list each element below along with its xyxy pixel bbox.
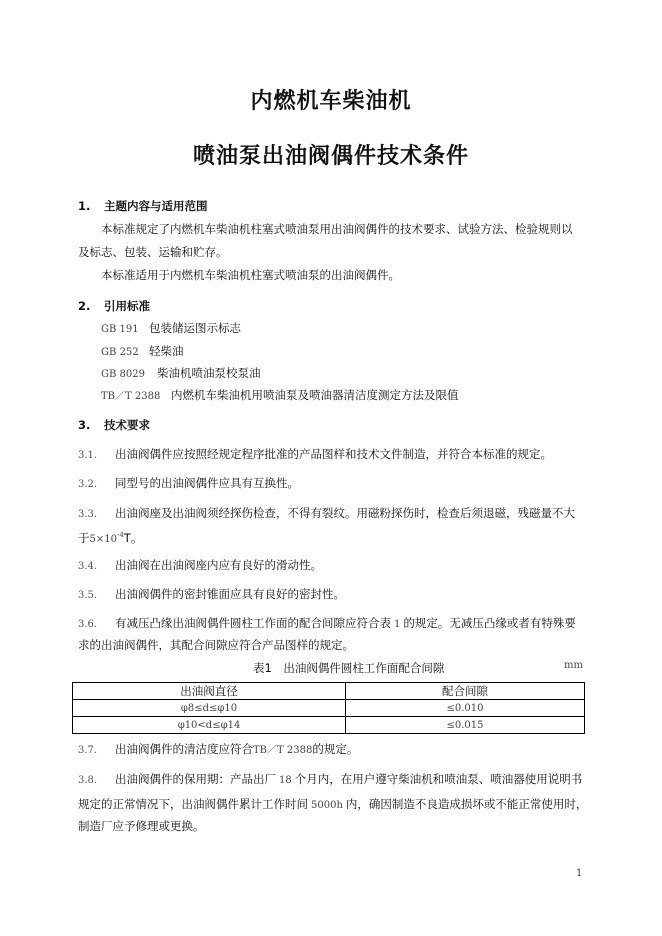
clause-3-3-line-1 <box>78 505 598 523</box>
exponent: -4 <box>116 531 124 539</box>
clause-text: 出油阀在出油阀座内应有良好的滑动性。 <box>115 558 322 572</box>
clause-text: 内，确因制造不良造成损坏或不能正常使用时， <box>345 797 588 811</box>
page-number: 1 <box>576 868 583 879</box>
reference-code: GB 8029 <box>101 369 145 380</box>
warranty-months: 18 <box>279 775 292 786</box>
residual-magnetism-value: 5×10 <box>89 533 117 545</box>
clause-3-4 <box>78 557 598 575</box>
clause-3-3-line-2 <box>78 527 598 548</box>
reference-code: TB／T 2388 <box>101 391 161 402</box>
clause-3-1 <box>78 446 598 464</box>
section-number: 3. <box>78 418 91 432</box>
reference-code: GB 252 <box>101 347 139 358</box>
table-cell: ≤0.010 <box>346 700 585 717</box>
clause-text: 的规定。无减压凸缘或者有特殊要 <box>403 616 576 630</box>
clause-number: 3.1. <box>78 450 98 461</box>
table-caption: 表1 出油阀偶件圆柱工作面配合间隙 <box>253 661 445 675</box>
reference-title: 轻柴油 <box>149 344 184 358</box>
reference-title: 内燃机车柴油机用喷油泵及喷油器清洁度测定方法及限值 <box>171 388 459 402</box>
table-row <box>73 717 585 734</box>
title-line-2: 喷油泵出油阀偶件技术条件 <box>192 144 469 169</box>
section-title: 主题内容与适用范围 <box>104 199 208 213</box>
clause-text: 的规定。 <box>312 742 359 756</box>
reference-item <box>101 320 621 338</box>
section-1-heading <box>78 198 598 214</box>
clause-number: 3.3. <box>78 509 98 520</box>
clause-text: 个月内，在用户遵守柴油机和喷油泵、喷油器使用说明书 <box>294 772 583 786</box>
reference-item <box>101 343 621 361</box>
title-line-1: 内燃机车柴油机 <box>250 89 412 114</box>
standard-code: TB／T 2388 <box>253 745 313 756</box>
clause-text: 出油阀偶件的清洁度应符合 <box>115 742 253 756</box>
clause-3-8-line-2 <box>78 796 598 814</box>
clause-text: 出油阀偶件应按照经规定程序批准的产品图样和技术文件制造，并符合本标准的规定。 <box>115 447 552 461</box>
clause-number: 3.5. <box>78 590 98 601</box>
table-reference: 1 <box>394 619 401 630</box>
table-header-row <box>73 683 585 700</box>
section-1-para-1-line-2: 及标志、包装、运输和贮存。 <box>78 245 228 259</box>
section-1-para-2: 本标准适用于内燃机车柴油机柱塞式喷油泵的出油阀偶件。 <box>101 268 400 282</box>
reference-title: 包装储运图示标志 <box>149 321 241 335</box>
section-2-heading <box>78 298 598 314</box>
clause-3-8-line-1 <box>78 771 598 789</box>
table-cell: φ10<d≤φ14 <box>73 717 346 734</box>
reference-title: 柴油机喷油泵校泵油 <box>157 366 261 380</box>
clause-text: 同型号的出油阀偶件应具有互换性。 <box>115 476 299 490</box>
table-unit: mm <box>564 660 583 671</box>
clause-text: 出油阀偶件的密封锥面应具有良好的密封性。 <box>115 587 345 601</box>
section-3-heading <box>78 417 598 433</box>
clause-text: 于 <box>78 530 90 545</box>
clause-number: 3.7. <box>78 745 98 756</box>
section-number: 1. <box>78 199 91 213</box>
clause-3-6-line-2: 求的出油阀偶件，其配合间隙应符合产品图样的规定。 <box>78 638 354 652</box>
clause-3-5 <box>78 586 598 604</box>
unit: T。 <box>123 530 143 545</box>
clause-number: 3.6. <box>78 619 98 630</box>
table-header-cell: 配合间隙 <box>346 683 585 700</box>
clause-number: 3.8. <box>78 775 98 786</box>
clause-text: 出油阀座及出油阀须经探伤检查，不得有裂纹。用磁粉探伤时，检查后须退磁，残磁量不大 <box>115 506 575 520</box>
clause-3-7 <box>78 741 598 759</box>
clause-3-8-line-3: 制造厂应予修理或更换。 <box>78 819 205 833</box>
warranty-hours: 5000h <box>311 800 343 811</box>
reference-item <box>101 365 621 383</box>
table-cell: φ8≤d≤φ10 <box>73 700 346 717</box>
reference-item <box>101 387 621 405</box>
table-row <box>73 700 585 717</box>
section-number: 2. <box>78 299 91 313</box>
clearance-table <box>72 682 585 734</box>
clause-text: 有减压凸缘出油阀偶件圆柱工作面的配合间隙应符合表 <box>115 616 391 630</box>
clause-3-6-line-1 <box>78 615 598 633</box>
clause-number: 3.4. <box>78 561 98 572</box>
table-header-cell: 出油阀直径 <box>73 683 346 700</box>
clause-text: 规定的正常情况下，出油阀偶件累计工作时间 <box>78 797 308 811</box>
clause-number: 3.2. <box>78 479 98 490</box>
clause-3-2 <box>78 475 598 493</box>
section-title: 引用标准 <box>104 299 150 313</box>
reference-code: GB 191 <box>101 324 139 335</box>
table-cell: ≤0.015 <box>346 717 585 734</box>
section-title: 技术要求 <box>104 418 150 432</box>
clause-text: 出油阀偶件的保用期：产品出厂 <box>115 772 276 786</box>
section-1-para-1-line-1: 本标准规定了内燃机车柴油机柱塞式喷油泵用出油阀偶件的技术要求、试验方法、检验规则以 <box>101 222 573 236</box>
